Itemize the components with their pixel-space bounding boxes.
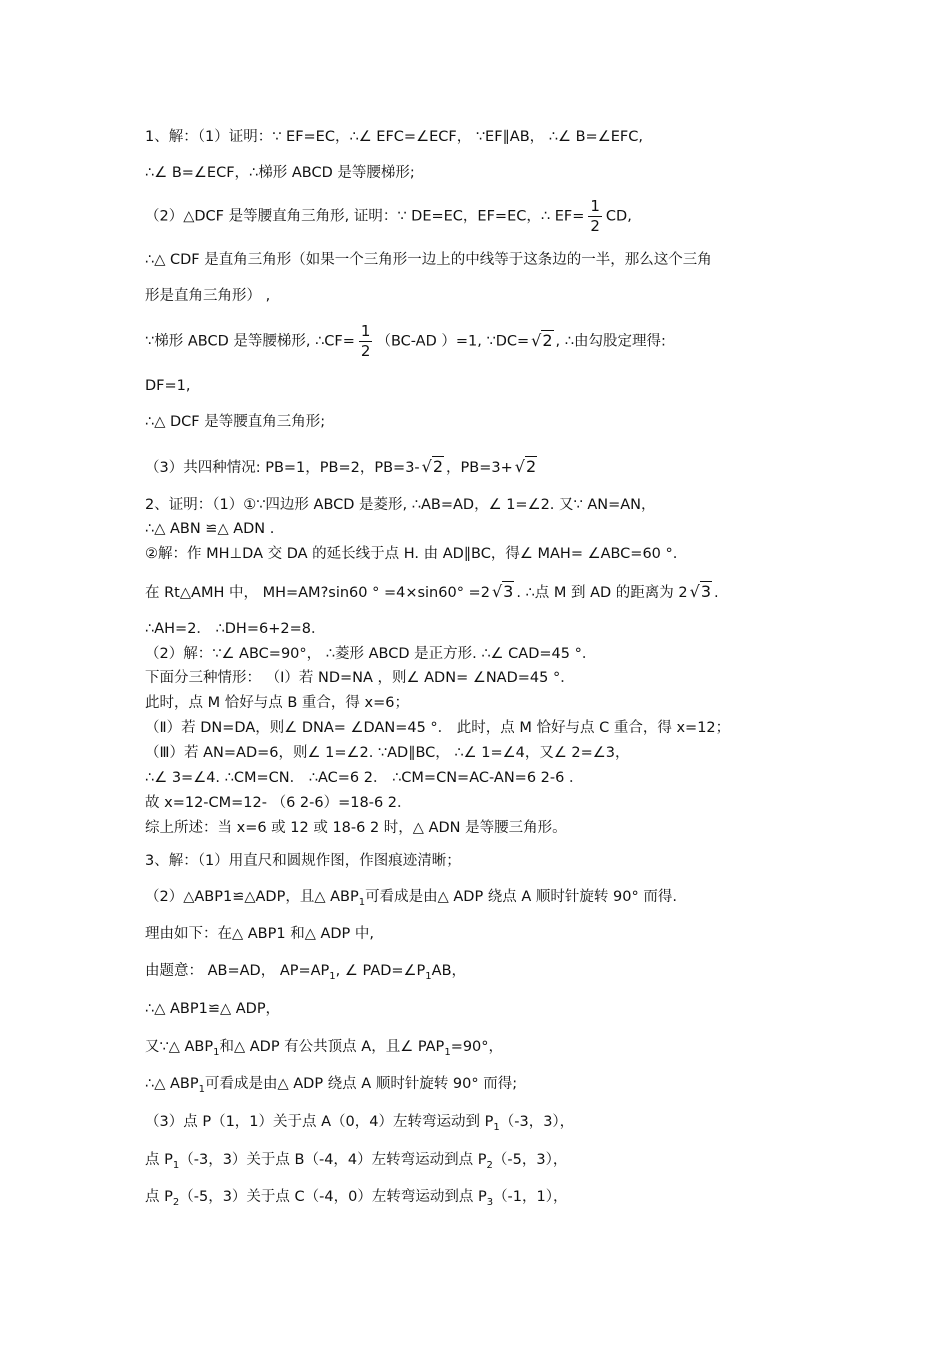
p3-line-1: 3、解：（1）用直尺和圆规作图，作图痕迹清晰； bbox=[145, 853, 461, 869]
p3-line-2 bbox=[145, 888, 835, 912]
subscript: 1 bbox=[213, 1046, 220, 1058]
p1-line-5: 形是直角三角形） , bbox=[145, 288, 271, 304]
p3-line-8 bbox=[145, 1113, 835, 1137]
p2-line-4-mid: . ∴点 M 到 AD 的距离为 2 bbox=[516, 585, 688, 601]
p3-line-10 bbox=[145, 1188, 835, 1212]
sqrt-argument: 3 bbox=[503, 582, 514, 601]
p2-line-7: 下面分三种情形： （Ⅰ）若 ND=NA ，则∠ ADN= ∠NAD=45 °． bbox=[145, 670, 575, 686]
p3-line-4-mid: , ∠ PAD=∠P bbox=[335, 963, 426, 979]
subscript: 1 bbox=[172, 1159, 180, 1171]
sqrt-symbol: √2 bbox=[514, 457, 537, 476]
subscript: 1 bbox=[329, 970, 336, 982]
p3-line-9-text: 点 P bbox=[145, 1152, 173, 1168]
p2-line-9: （Ⅱ）若 DN=DA，则∠ DNA= ∠DAN=45 °． 此时，点 M 恰好与点 C 重合，得 x=12； bbox=[145, 720, 731, 736]
sqrt-argument: 3 bbox=[700, 582, 712, 601]
sqrt-symbol: √2 bbox=[531, 330, 553, 350]
p3-line-10-text: 点 P bbox=[145, 1189, 173, 1205]
p1-line-6-text: ∵梯形 ABCD 是等腰梯形, ∴CF= bbox=[145, 333, 355, 350]
p3-line-9-tail: （-5，3）， bbox=[492, 1152, 568, 1168]
p1-line-3-text: （2）△DCF 是等腰直角三角形, 证明：∵ DE=EC，EF=EC，∴ EF= bbox=[145, 208, 585, 225]
p3-line-5: ∴△ ABP1≌△ ADP， bbox=[145, 1001, 281, 1017]
subscript: 1 bbox=[425, 970, 432, 982]
p2-line-4-tail: . bbox=[714, 585, 719, 601]
p1-line-7: DF=1, bbox=[145, 378, 191, 394]
p3-line-8-text: （3）点 P（1，1）关于点 A（0，4）左转弯运动到 P bbox=[145, 1114, 494, 1130]
fraction-numerator: 1 bbox=[360, 322, 371, 340]
p3-line-9-mid: （-3，3）关于点 B（-4，4）左转弯运动到点 P bbox=[179, 1152, 487, 1168]
subscript: 3 bbox=[486, 1196, 494, 1208]
subscript: 1 bbox=[493, 1121, 500, 1133]
p1-line-9-mid: ，PB=3+ bbox=[446, 460, 513, 476]
p1-line-4: ∴△ CDF 是直角三角形（如果一个三角形一边上的中线等于这条边的一半，那么这个三角 bbox=[145, 252, 712, 268]
p3-line-7-text: ∴△ ABP bbox=[145, 1076, 199, 1092]
p2-line-8: 此时，点 M 恰好与点 B 重合，得 x=6； bbox=[145, 695, 409, 711]
p3-line-4-text: 由题意： AB=AD， AP=AP bbox=[145, 963, 330, 979]
p2-line-6: （2）解：∵∠ ABC=90°， ∴菱形 ABCD 是正方形. ∴∠ CAD=45 °． bbox=[145, 646, 597, 662]
sqrt-argument: 2 bbox=[432, 457, 444, 476]
p3-line-3: 理由如下：在△ ABP1 和△ ADP 中, bbox=[145, 926, 375, 942]
p1-line-8: ∴△ DCF 是等腰直角三角形; bbox=[145, 414, 326, 430]
subscript: 1 bbox=[444, 1046, 451, 1058]
sqrt-argument: 2 bbox=[525, 457, 537, 476]
p2-line-12: 故 x=12-CM=12- （6 2-6）=18-6 2． bbox=[145, 795, 412, 811]
subscript: 1 bbox=[198, 1083, 205, 1095]
p2-line-2: ∴△ ABN ≌△ ADN . bbox=[145, 521, 275, 537]
p2-line-3: ②解：作 MH⊥DA 交 DA 的延长线于点 H. 由 AD∥BC，得∠ MAH= ∠ABC=60 °. bbox=[145, 546, 678, 562]
p1-line-3-tail: CD, bbox=[605, 208, 632, 225]
p3-line-2-text: （2）△ABP1≌△ADP，且△ ABP bbox=[145, 889, 359, 905]
p1-line-6-mid: （BC-AD ）=1, ∵DC= bbox=[376, 333, 530, 350]
fraction-denominator: 2 bbox=[360, 342, 371, 360]
p3-line-2-tail: 可看成是由△ ADP 绕点 A 顺时针旋转 90° 而得. bbox=[365, 889, 677, 905]
sqrt-symbol: √3 bbox=[491, 582, 514, 601]
subscript: 1 bbox=[358, 896, 366, 908]
p3-line-6-text: 又∵△ ABP bbox=[145, 1039, 214, 1055]
p3-line-6-tail: =90°， bbox=[450, 1039, 504, 1055]
p3-line-10-mid: （-5，3）关于点 C（-4，0）左转弯运动到点 P bbox=[179, 1189, 487, 1205]
p3-line-9 bbox=[145, 1151, 835, 1175]
sqrt-argument: 2 bbox=[542, 330, 553, 350]
fraction bbox=[359, 324, 373, 359]
subscript: 2 bbox=[172, 1196, 180, 1208]
p2-line-10: （Ⅲ）若 AN=AD=6，则∠ 1=∠2. ∵AD∥BC， ∴∠ 1=∠4，又∠ 2=∠3， bbox=[145, 745, 630, 761]
p1-line-2: ∴∠ B=∠ECF，∴梯形 ABCD 是等腰梯形; bbox=[145, 165, 415, 181]
p2-line-4 bbox=[145, 583, 835, 602]
p1-line-9 bbox=[145, 458, 835, 477]
p3-line-7 bbox=[145, 1075, 835, 1099]
fraction bbox=[588, 199, 602, 234]
p3-line-10-tail: （-1，1）， bbox=[493, 1189, 568, 1205]
p1-line-6-tail: , ∴由勾股定理得: bbox=[555, 333, 666, 350]
fraction-denominator: 2 bbox=[590, 217, 600, 235]
subscript: 2 bbox=[486, 1159, 493, 1171]
p1-line-3 bbox=[145, 199, 835, 234]
p3-line-8-tail: （-3，3）， bbox=[499, 1114, 575, 1130]
p1-line-6 bbox=[145, 324, 835, 359]
p2-line-1: 2、证明：（1）①∵四边形 ABCD 是菱形, ∴AB=AD，∠ 1=∠2. 又∵ AN=AN， bbox=[145, 497, 656, 513]
sqrt-symbol: √3 bbox=[689, 582, 712, 601]
p3-line-4-tail: AB， bbox=[431, 963, 467, 979]
p3-line-6-mid: 和△ ADP 有公共顶点 A，且∠ PAP bbox=[219, 1039, 445, 1055]
p3-line-4 bbox=[145, 962, 835, 986]
p3-line-6 bbox=[145, 1038, 835, 1062]
p1-line-9-text: （3）共四种情况: PB=1，PB=2，PB=3- bbox=[145, 460, 420, 476]
fraction-numerator: 1 bbox=[590, 197, 600, 215]
p2-line-4-text: 在 Rt△AMH 中， MH=AM?sin60 ° =4×sin60° =2 bbox=[145, 585, 490, 601]
sqrt-symbol: √2 bbox=[421, 457, 444, 476]
p3-line-7-tail: 可看成是由△ ADP 绕点 A 顺时针旋转 90° 而得; bbox=[204, 1076, 518, 1092]
p2-line-11: ∴∠ 3=∠4. ∴CM=CN． ∴AC=6 2． ∴CM=CN=AC-AN=6 2-6 ． bbox=[145, 770, 584, 786]
p2-line-5: ∴AH=2． ∴DH=6+2=8． bbox=[145, 621, 326, 637]
p1-line-1: 1、解：（1）证明：∵ EF=EC，∴∠ EFC=∠ECF， ∵EF∥AB， ∴∠ B=∠EFC, bbox=[145, 129, 643, 145]
p2-line-13: 综上所述：当 x=6 或 12 或 18-6 2 时，△ ADN 是等腰三角形。 bbox=[145, 820, 567, 836]
